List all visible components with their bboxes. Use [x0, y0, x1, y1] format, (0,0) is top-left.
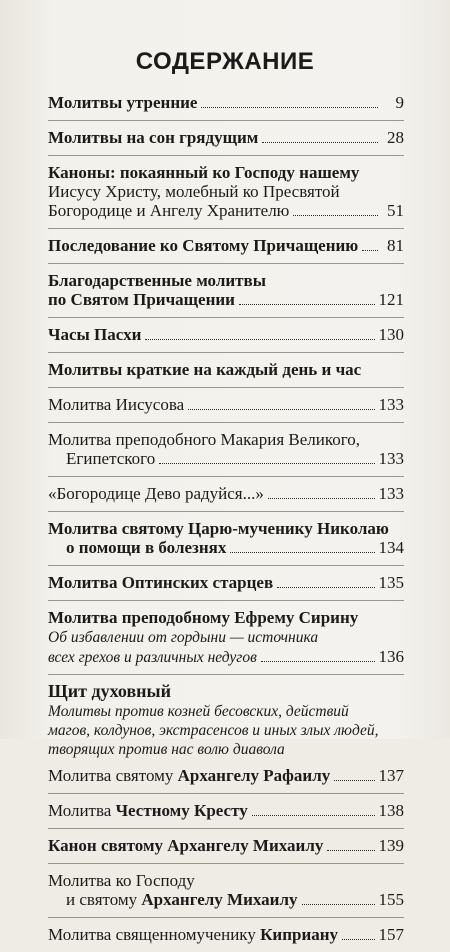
- toc-entry-jesus-prayer[interactable]: [48, 395, 404, 414]
- toc-entry-theotokos-hymn[interactable]: [48, 484, 404, 503]
- toc-entry-title: Канон святому Архангелу Михаилу: [48, 836, 324, 855]
- toc-entry-title-line: о помощи в болезнях: [66, 538, 227, 557]
- toc-section-title: Молитвы краткие на каждый день и час: [48, 360, 362, 379]
- divider: [48, 828, 404, 829]
- leader-dots: [252, 815, 375, 816]
- toc-page-number: 138: [378, 801, 404, 820]
- toc-entry-title-name: Честному Кресту: [115, 801, 248, 820]
- toc-section-spiritual-shield[interactable]: [48, 682, 404, 758]
- toc-page-number: 28: [387, 128, 404, 147]
- toc-page-number: 133: [378, 484, 404, 503]
- leader-dots: [334, 780, 374, 781]
- toc-entry-title: Молитва: [48, 801, 116, 820]
- toc-page-number: 130: [378, 325, 404, 344]
- toc-entry-title: Часы Пасхи: [48, 325, 142, 344]
- toc-page-number: 134: [378, 538, 404, 557]
- toc-entry-tsar-nicholas[interactable]: [48, 519, 404, 557]
- toc-entry-title-line: по Святом Причащении: [48, 290, 235, 309]
- leader-dots: [261, 661, 375, 662]
- toc-entry-title: Молитвы утренние: [48, 93, 198, 112]
- toc-entry-title: Молитва священномученику: [48, 925, 261, 944]
- toc-entry-title: Молитва Оптинских старцев: [48, 573, 274, 592]
- divider: [48, 511, 404, 512]
- toc-page-number: 9: [395, 93, 404, 112]
- toc-page-number: 51: [387, 201, 404, 220]
- page-title: СОДЕРЖАНИЕ: [135, 48, 315, 75]
- leader-dots: [230, 552, 374, 553]
- divider: [48, 228, 404, 229]
- divider: [48, 600, 404, 601]
- toc-entry-canon-archangel-michael[interactable]: [48, 836, 404, 855]
- toc-entry-cyprian[interactable]: [48, 925, 404, 944]
- leader-dots: [277, 587, 374, 588]
- divider: [48, 155, 404, 156]
- toc-entry-lord-and-michael[interactable]: [48, 871, 404, 909]
- leader-dots: [262, 142, 378, 143]
- toc-page-number: 139: [378, 836, 404, 855]
- toc-entry-subtitle: всех грехов и различных недугов: [48, 649, 257, 666]
- divider: [48, 674, 404, 675]
- toc-entry-ephrem-syrian[interactable]: [48, 608, 404, 666]
- toc-page-number: 81: [387, 236, 404, 255]
- leader-dots: [268, 498, 375, 499]
- leader-dots: [159, 463, 374, 464]
- table-of-contents: [48, 93, 404, 952]
- toc-entry-title: «Богородице Дево радуйся...»: [48, 484, 264, 503]
- toc-entry-title-line: Молитва святому Царю-мученику Николаю: [48, 519, 389, 538]
- toc-entry-evening-prayers[interactable]: [48, 128, 404, 147]
- divider: [48, 263, 404, 264]
- toc-entry-title-line: Молитва преподобного Макария Великого,: [48, 430, 361, 449]
- toc-entry-title-line: Иисусу Христу, молебный ко Пресвятой: [48, 182, 340, 201]
- toc-entry-title-line: Египетского: [66, 449, 156, 468]
- divider: [48, 476, 404, 477]
- toc-section-short-prayers[interactable]: [48, 360, 404, 379]
- leader-dots: [302, 904, 375, 905]
- toc-entry-title: Молитва преподобному Ефрему Сирину: [48, 608, 359, 627]
- divider: [48, 863, 404, 864]
- toc-section-title: Щит духовный: [48, 681, 171, 701]
- toc-entry-title: Молитва святому: [48, 766, 178, 785]
- toc-entry-macarius-prayer[interactable]: [48, 430, 404, 468]
- toc-page-number: 155: [378, 890, 404, 909]
- toc-page-number: 136: [378, 647, 404, 666]
- toc-entry-title-line: Благодарственные молитвы: [48, 271, 266, 290]
- toc-section-subtitle: творящих против нас волю диавола: [48, 741, 285, 758]
- divider: [48, 565, 404, 566]
- leader-dots: [293, 215, 378, 216]
- toc-entry-title-name: Архангелу Михаилу: [141, 890, 298, 909]
- leader-dots: [362, 250, 378, 251]
- toc-entry-morning-prayers[interactable]: [48, 93, 404, 112]
- toc-entry-title-line: Богородице и Ангелу Хранителю: [48, 201, 290, 220]
- toc-page-number: 121: [378, 290, 404, 309]
- toc-entry-title-line: и святому: [66, 890, 142, 909]
- divider: [48, 917, 404, 918]
- divider: [48, 793, 404, 794]
- toc-entry-title: Последование ко Святому Причащению: [48, 236, 359, 255]
- toc-entry-title-name: Киприану: [260, 925, 339, 944]
- leader-dots: [327, 850, 374, 851]
- toc-entry-title-line: Каноны: покаянный ко Господу нашему: [48, 163, 360, 182]
- leader-dots: [342, 939, 374, 940]
- toc-section-subtitle: Молитвы против козней бесовских, действий: [48, 703, 349, 720]
- toc-entry-title: Молитва Иисусова: [48, 395, 185, 414]
- leader-dots: [145, 339, 374, 340]
- leader-dots: [239, 304, 375, 305]
- toc-entry-title-line: Молитва ко Господу: [48, 871, 195, 890]
- divider: [48, 422, 404, 423]
- toc-section-subtitle: магов, колдунов, экстрасенсов и иных злых людей,: [48, 722, 379, 739]
- divider: [48, 120, 404, 121]
- toc-page-number: 157: [378, 925, 404, 944]
- toc-entry-title-name: Архангелу Рафаилу: [177, 766, 331, 785]
- toc-entry-precious-cross[interactable]: [48, 801, 404, 820]
- toc-entry-title: Молитвы на сон грядущим: [48, 128, 259, 147]
- toc-entry-archangel-raphael[interactable]: [48, 766, 404, 785]
- toc-page-number: 133: [378, 395, 404, 414]
- divider: [48, 352, 404, 353]
- toc-page-number: 137: [378, 766, 404, 785]
- toc-page-number: 135: [378, 573, 404, 592]
- toc-entry-subtitle: Об избавлении от гордыни — источника: [48, 629, 319, 646]
- toc-entry-thanksgiving[interactable]: [48, 271, 404, 309]
- toc-entry-canons[interactable]: [48, 163, 404, 220]
- toc-entry-communion-rule[interactable]: [48, 236, 404, 255]
- divider: [48, 387, 404, 388]
- toc-entry-optina-elders[interactable]: [48, 573, 404, 592]
- leader-dots: [188, 409, 374, 410]
- leader-dots: [201, 107, 378, 108]
- toc-entry-paschal-hours[interactable]: [48, 325, 404, 344]
- divider: [48, 317, 404, 318]
- toc-page-number: 133: [378, 449, 404, 468]
